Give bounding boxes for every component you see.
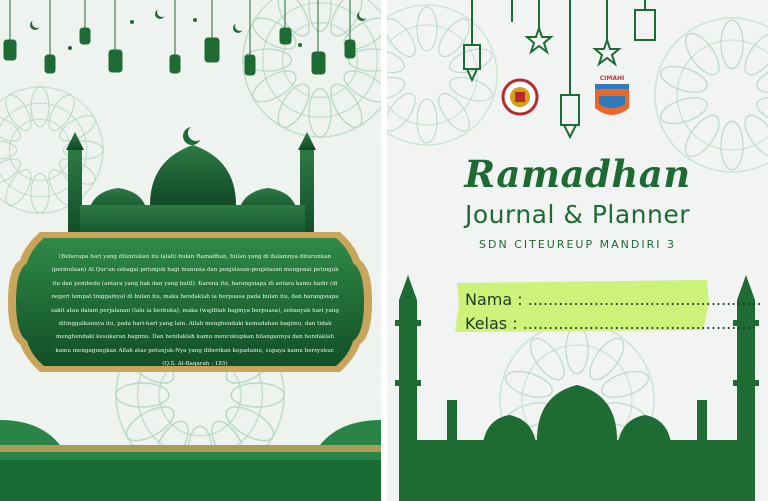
quote-source: (Q.S. Al-Baqarah : 185) bbox=[162, 361, 228, 368]
lantern-icon bbox=[464, 0, 655, 137]
quote-text: (Beberapa hari yang ditentukan itu ialah) bulan Ramadhan, bulan yang di dalamnya diturunkan (permulaan) Al Qur'an sebagai petunjuk bagi manusia dan penjelasan-penjelasan mengenai petunjuk itu dan pembeda (antara yang hak dan yang batil). Karena itu, barangsiapa di antara kamu hadir (di negeri tempat tinggalnya) di bulan itu, maka hendaklah ia berpuasa pada bulan itu, dan barangsiapa sakit atau dalam perjalanan (lalu ia berbuka), maka (wajiblah baginya berpuasa), sebanyak hari yang ditinggalkannya itu, pada hari-hari yang lain. Allah menghendaki kemudahan bagimu, dan tidak menghendaki kesukaran bagimu. Dan hendaklah kamu mencukupkan bilangannya dan hendaklah kamu mengagungkan Allah atas petunjuk-Nya yang diberikan kepadamu, supaya kamu bersyukur. bbox=[51, 254, 339, 354]
name-field[interactable]: Nama : .............................................. bbox=[465, 290, 762, 309]
left-page bbox=[0, 0, 381, 501]
city-logo bbox=[595, 84, 629, 115]
school-logo bbox=[503, 80, 537, 114]
quote-block bbox=[50, 251, 340, 372]
page-title: Ramadhan bbox=[464, 152, 691, 196]
class-field[interactable]: Kelas : .............................................. bbox=[465, 314, 757, 333]
lantern-icon bbox=[4, 0, 355, 75]
city-logo-caption: CIMAHI bbox=[599, 75, 625, 82]
right-page bbox=[387, 0, 768, 501]
star-icon bbox=[527, 0, 619, 64]
page-subtitle: Journal & Planner bbox=[464, 200, 691, 229]
school-name: SDN CITEUREUP MANDIRI 3 bbox=[479, 238, 676, 251]
footer-band bbox=[0, 420, 381, 501]
